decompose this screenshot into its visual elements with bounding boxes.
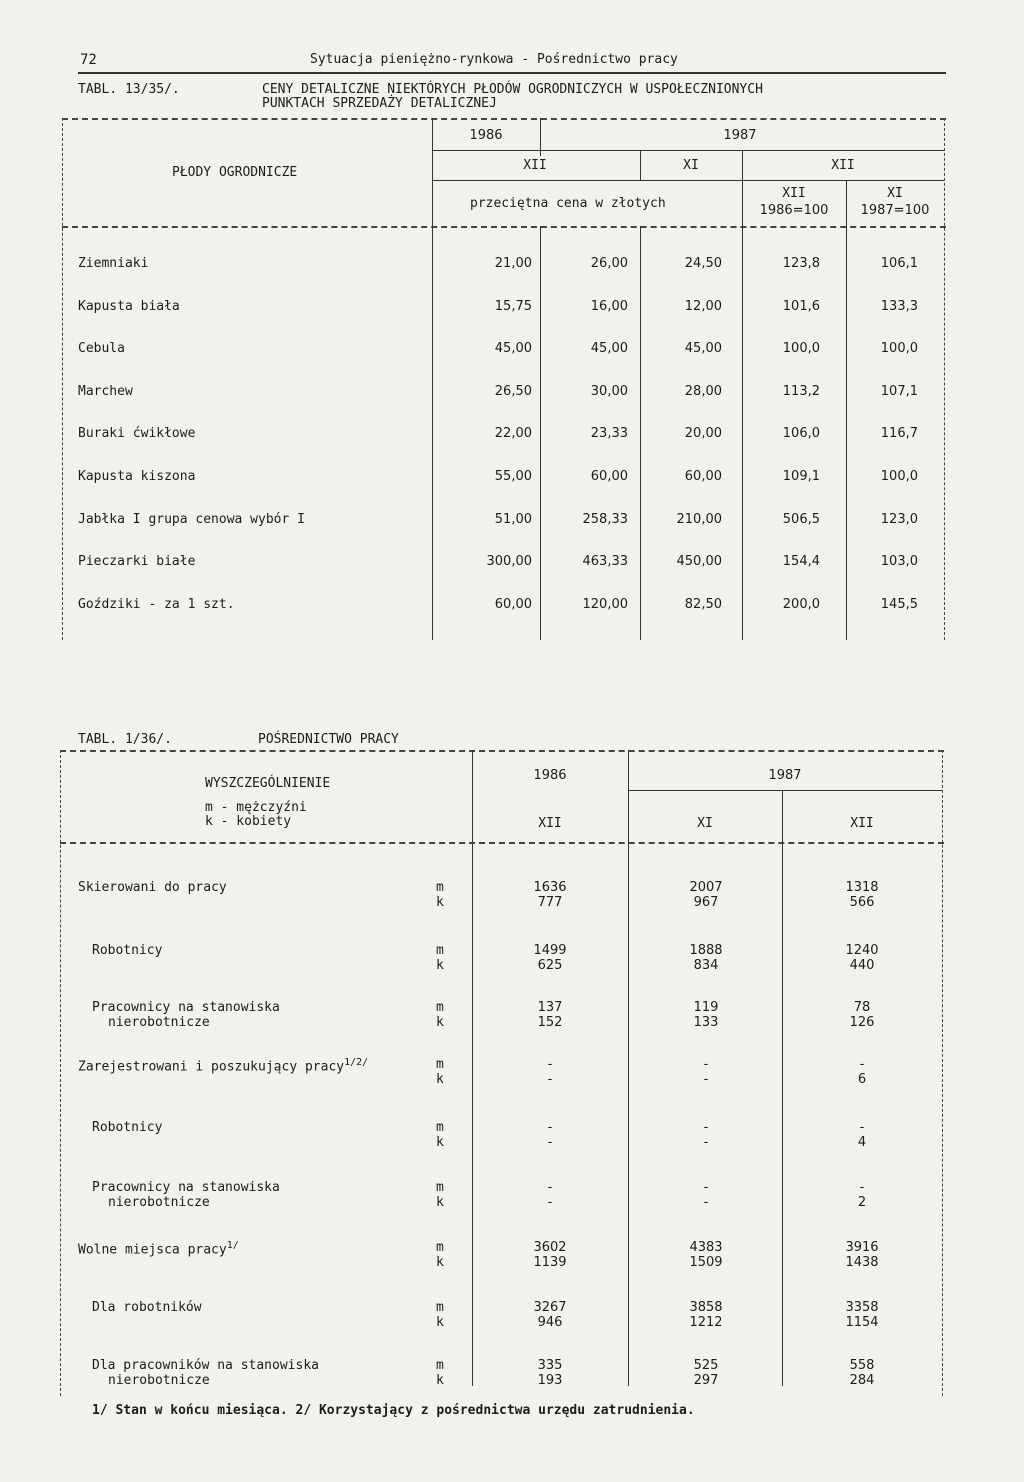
- table2-gender-marker: k: [436, 1195, 444, 1210]
- table2-cell-b2: 967: [693, 895, 719, 910]
- table2-row-label-text: Zarejestrowani i poszukujący pracy: [78, 1059, 345, 1075]
- table2-number: TABL. 1/36/.: [78, 732, 172, 747]
- table1-number: TABL. 13/35/.: [78, 82, 180, 97]
- table1-top-border: [62, 118, 946, 120]
- table2-cell-a2: -: [547, 1072, 553, 1087]
- table2-cell-c2: 566: [849, 895, 875, 910]
- table2-cell-c1: 558: [849, 1358, 875, 1373]
- table2-cell-b1: 1888: [689, 943, 723, 958]
- table1-cell-c1: 22,00: [494, 426, 532, 441]
- table2-cell-b2: -: [703, 1195, 709, 1210]
- table1-stub-header: PŁODY OGRODNICZE: [172, 165, 298, 180]
- table1-cell-c5: 123,0: [880, 512, 918, 527]
- table2-cell-c1: -: [859, 1180, 865, 1195]
- table2-gender-marker: m: [436, 943, 444, 958]
- table1-cell-c1: 300,00: [486, 554, 532, 569]
- running-title: Sytuacja pieniężno-rynkowa - Pośrednictwo pracy: [310, 52, 678, 67]
- table1-row-label: Goździki - za 1 szt.: [78, 597, 235, 612]
- table1-cell-c4: 100,0: [782, 341, 820, 356]
- table1-cell-c4: 154,4: [782, 554, 820, 569]
- table2-gender-marker: k: [436, 1072, 444, 1087]
- table2-title: POŚREDNICTWO PRACY: [258, 732, 399, 747]
- table1-cell-c2: 258,33: [582, 512, 628, 527]
- table2-col-divider2: [782, 790, 783, 1386]
- table1-row-label: Kapusta kiszona: [78, 469, 196, 484]
- table1-cell-c1: 15,75: [494, 299, 532, 314]
- table1-month2: XI: [683, 158, 699, 173]
- table1-cell-c2: 45,00: [590, 341, 628, 356]
- table1-left-border: [62, 118, 63, 640]
- table2-cell-a1: 3267: [533, 1300, 567, 1315]
- table1-cell-c3: 45,00: [684, 341, 722, 356]
- table1-cell-c1: 55,00: [494, 469, 532, 484]
- table2-row-label: [92, 943, 162, 958]
- table2-gender-marker: k: [436, 1015, 444, 1030]
- table2-row-label: [92, 1300, 202, 1315]
- table2-cell-b1: 3858: [689, 1300, 723, 1315]
- table2-month1: XII: [538, 816, 562, 831]
- table2-cell-c1: 1240: [845, 943, 879, 958]
- table2-gender-marker: m: [436, 1240, 444, 1255]
- table2-gender-marker: m: [436, 880, 444, 895]
- page-number: 72: [80, 52, 97, 68]
- table2-cell-b1: 4383: [689, 1240, 723, 1255]
- table1-row-label: Pieczarki białe: [78, 554, 196, 569]
- table2-cell-b1: 525: [693, 1358, 719, 1373]
- table2-gender-marker: m: [436, 1180, 444, 1195]
- table2-cell-b2: 133: [693, 1015, 719, 1030]
- table1-cell-c5: 145,5: [880, 597, 918, 612]
- table1-cell-c5: 103,0: [880, 554, 918, 569]
- table1-year-rule: [432, 150, 944, 151]
- table2-gender-marker: m: [436, 1300, 444, 1315]
- table1-cell-c4: 123,8: [782, 256, 820, 271]
- table1-cell-c1: 45,00: [494, 341, 532, 356]
- table1-cell-c4: 109,1: [782, 469, 820, 484]
- table2-gender-marker: m: [436, 1057, 444, 1072]
- table2-cell-a1: 335: [537, 1358, 563, 1373]
- table2-cell-c2: 4: [857, 1135, 867, 1150]
- table2-cell-a1: 1636: [533, 880, 567, 895]
- table2-row-label: [92, 1180, 280, 1195]
- table2-cell-b2: 834: [693, 958, 719, 973]
- table1-right-border: [944, 118, 945, 640]
- table2-cell-a1: -: [547, 1057, 553, 1072]
- table1-row-label: Cebula: [78, 341, 125, 356]
- table2-gender-marker: k: [436, 1373, 444, 1388]
- table2-cell-c2: 284: [849, 1373, 875, 1388]
- table1-cell-c5: 133,3: [880, 299, 918, 314]
- table2-row-label: [78, 1240, 239, 1257]
- table2-row-label-text: Robotnicy: [92, 1120, 163, 1135]
- table2-row-label: [92, 1120, 162, 1135]
- table2-top-border: [60, 750, 944, 752]
- table1-cell-c1: 60,00: [494, 597, 532, 612]
- table1-row-label: Marchew: [78, 384, 133, 399]
- table1-cell-c3: 60,00: [684, 469, 722, 484]
- table1-cell-c5: 116,7: [880, 426, 918, 441]
- table2-cell-c1: 78: [853, 1000, 871, 1015]
- table1-idx2-top: XI: [887, 186, 903, 201]
- table2-legend-m: m - mężczyźni: [205, 800, 307, 815]
- table1-cell-c2: 120,00: [582, 597, 628, 612]
- table2-year2: 1987: [768, 768, 802, 783]
- table2-row-label-text: Dla robotników: [92, 1300, 202, 1315]
- table1-row-label: Ziemniaki: [78, 256, 149, 271]
- table2-cell-b1: 119: [693, 1000, 719, 1015]
- table1-month3: XII: [831, 158, 855, 173]
- table1-cell-c2: 463,33: [582, 554, 628, 569]
- table1-row-label: Kapusta biała: [78, 299, 180, 314]
- table2-cell-c2: 1438: [845, 1255, 879, 1270]
- table1-month-rule: [432, 180, 944, 181]
- table1-cell-c3: 82,50: [684, 597, 722, 612]
- table2-cell-a2: -: [547, 1135, 553, 1150]
- table1-header-bottom: [62, 226, 946, 228]
- table2-gender-marker: m: [436, 1358, 444, 1373]
- table1-idx1-bottom: 1986=100: [759, 203, 829, 218]
- table1-cell-c5: 107,1: [880, 384, 918, 399]
- table2-month3: XII: [850, 816, 874, 831]
- table1-cell-c5: 106,1: [880, 256, 918, 271]
- table2-cell-a1: -: [547, 1120, 553, 1135]
- table2-cell-b1: -: [703, 1120, 709, 1135]
- table1-cell-c3: 12,00: [684, 299, 722, 314]
- table2-gender-marker: m: [436, 1000, 444, 1015]
- table2-legend-k: k - kobiety: [205, 814, 292, 829]
- table1-row-label: Buraki ćwikłowe: [78, 426, 196, 441]
- table2-gender-marker: m: [436, 1120, 444, 1135]
- table2-stub-divider: [472, 750, 473, 1386]
- table2-cell-a2: 1139: [533, 1255, 567, 1270]
- table2-cell-a2: 946: [537, 1315, 563, 1330]
- table2-cell-b2: -: [703, 1072, 709, 1087]
- table1-idx1-top: XII: [782, 186, 806, 201]
- table2-row-label-text: Robotnicy: [92, 943, 163, 958]
- table2-cell-b1: 2007: [689, 880, 723, 895]
- table2-gender-marker: k: [436, 1255, 444, 1270]
- table2-cell-c1: -: [859, 1120, 865, 1135]
- table1-cell-c3: 24,50: [684, 256, 722, 271]
- table2-cell-a2: 777: [537, 895, 563, 910]
- table2-cell-b2: 297: [693, 1373, 719, 1388]
- table1-cell-c2: 30,00: [590, 384, 628, 399]
- table2-cell-a2: -: [547, 1195, 553, 1210]
- table2-cell-a1: 137: [537, 1000, 563, 1015]
- header-rule: [78, 72, 946, 74]
- footnote-marker: 1/2/: [344, 1057, 369, 1068]
- table2-stub-header: WYSZCZEGÓLNIENIE: [205, 776, 331, 791]
- table1-cell-c2: 26,00: [590, 256, 628, 271]
- table2-gender-marker: k: [436, 1135, 444, 1150]
- table2-row-label: [92, 1000, 280, 1015]
- table1-cell-c4: 200,0: [782, 597, 820, 612]
- table1-stub-divider: [432, 118, 433, 640]
- table2-cell-a1: 1499: [533, 943, 567, 958]
- table2-header-bottom: [60, 842, 944, 844]
- table1-cell-c3: 210,00: [676, 512, 722, 527]
- table2-cell-a1: 3602: [533, 1240, 567, 1255]
- table2-cell-a2: 152: [537, 1015, 563, 1030]
- table2-row-label-text: Pracownicy na stanowiska: [92, 1180, 280, 1195]
- table1-row-label: Jabłka I grupa cenowa wybór I: [78, 512, 305, 527]
- footnote-marker: 1/: [226, 1240, 239, 1251]
- table1-cell-c1: 51,00: [494, 512, 532, 527]
- table2-row-label: [78, 1057, 368, 1074]
- table2-cell-c2: 126: [849, 1015, 875, 1030]
- table2-left-border: [60, 750, 61, 1396]
- table2-cell-a2: 193: [537, 1373, 563, 1388]
- table2-cell-b1: -: [703, 1057, 709, 1072]
- table1-cell-c3: 20,00: [684, 426, 722, 441]
- table1-cell-c2: 16,00: [590, 299, 628, 314]
- table2-row-label-text: Dla pracowników na stanowiska: [92, 1358, 319, 1373]
- table2-cell-b1: -: [703, 1180, 709, 1195]
- table2-row-label: [78, 880, 227, 895]
- table1-month1: XII: [523, 158, 547, 173]
- table2-col-divider1: [628, 750, 629, 1386]
- table2-gender-marker: k: [436, 895, 444, 910]
- table1-cell-c5: 100,0: [880, 341, 918, 356]
- table1-cell-c2: 23,33: [590, 426, 628, 441]
- table2-cell-c1: 1318: [845, 880, 879, 895]
- table2-row-label-continued: nierobotnicze: [108, 1015, 210, 1030]
- table2-cell-c1: -: [859, 1057, 865, 1072]
- table2-cell-b2: 1212: [689, 1315, 723, 1330]
- table2-gender-marker: k: [436, 1315, 444, 1330]
- table2-right-border: [942, 750, 943, 1396]
- table1-cell-c3: 28,00: [684, 384, 722, 399]
- table2-gender-marker: k: [436, 958, 444, 973]
- table1-year1: 1986: [469, 128, 503, 143]
- table2-row-label: [92, 1358, 319, 1373]
- table2-year1: 1986: [533, 768, 567, 783]
- table1-cell-c4: 101,6: [782, 299, 820, 314]
- table1-cell-c4: 113,2: [782, 384, 820, 399]
- table2-cell-b2: -: [703, 1135, 709, 1150]
- table2-cell-a1: -: [547, 1180, 553, 1195]
- table2-row-label-text: Skierowani do pracy: [78, 880, 227, 895]
- table2-cell-c2: 1154: [845, 1315, 879, 1330]
- table1-price-header: przeciętna cena w złotych: [470, 196, 666, 211]
- table1-cell-c1: 26,50: [494, 384, 532, 399]
- table1-cell-c3: 450,00: [676, 554, 722, 569]
- table2-cell-c2: 440: [849, 958, 875, 973]
- table2-footnote: 1/ Stan w końcu miesiąca. 2/ Korzystający z pośrednictwa urzędu zatrudnienia.: [92, 1403, 695, 1418]
- table1-title-line1: CENY DETALICZNE NIEKTÓRYCH PŁODÓW OGRODNICZYCH W USPOŁECZNIONYCH: [262, 82, 763, 97]
- table2-cell-b2: 1509: [689, 1255, 723, 1270]
- table2-row-label-continued: nierobotnicze: [108, 1373, 210, 1388]
- table1-idx2-bottom: 1987=100: [860, 203, 930, 218]
- table2-cell-c2: 2: [857, 1195, 867, 1210]
- table2-cell-a2: 625: [537, 958, 563, 973]
- table2-cell-c1: 3916: [845, 1240, 879, 1255]
- table1-cell-c4: 506,5: [782, 512, 820, 527]
- table1-title-line2: PUNKTACH SPRZEDAŻY DETALICZNEJ: [262, 96, 497, 111]
- table2-row-label-text: Wolne miejsca pracy: [78, 1242, 227, 1258]
- table1-cell-c4: 106,0: [782, 426, 820, 441]
- table2-row-label-text: Pracownicy na stanowiska: [92, 1000, 280, 1015]
- table1-cell-c5: 100,0: [880, 469, 918, 484]
- table2-cell-c1: 3358: [845, 1300, 879, 1315]
- table2-month2: XI: [697, 816, 713, 831]
- table1-year2: 1987: [723, 128, 757, 143]
- table2-cell-c2: 6: [857, 1072, 867, 1087]
- table2-row-label-continued: nierobotnicze: [108, 1195, 210, 1210]
- table2-year-rule: [628, 790, 942, 791]
- table1-cell-c2: 60,00: [590, 469, 628, 484]
- table1-cell-c1: 21,00: [494, 256, 532, 271]
